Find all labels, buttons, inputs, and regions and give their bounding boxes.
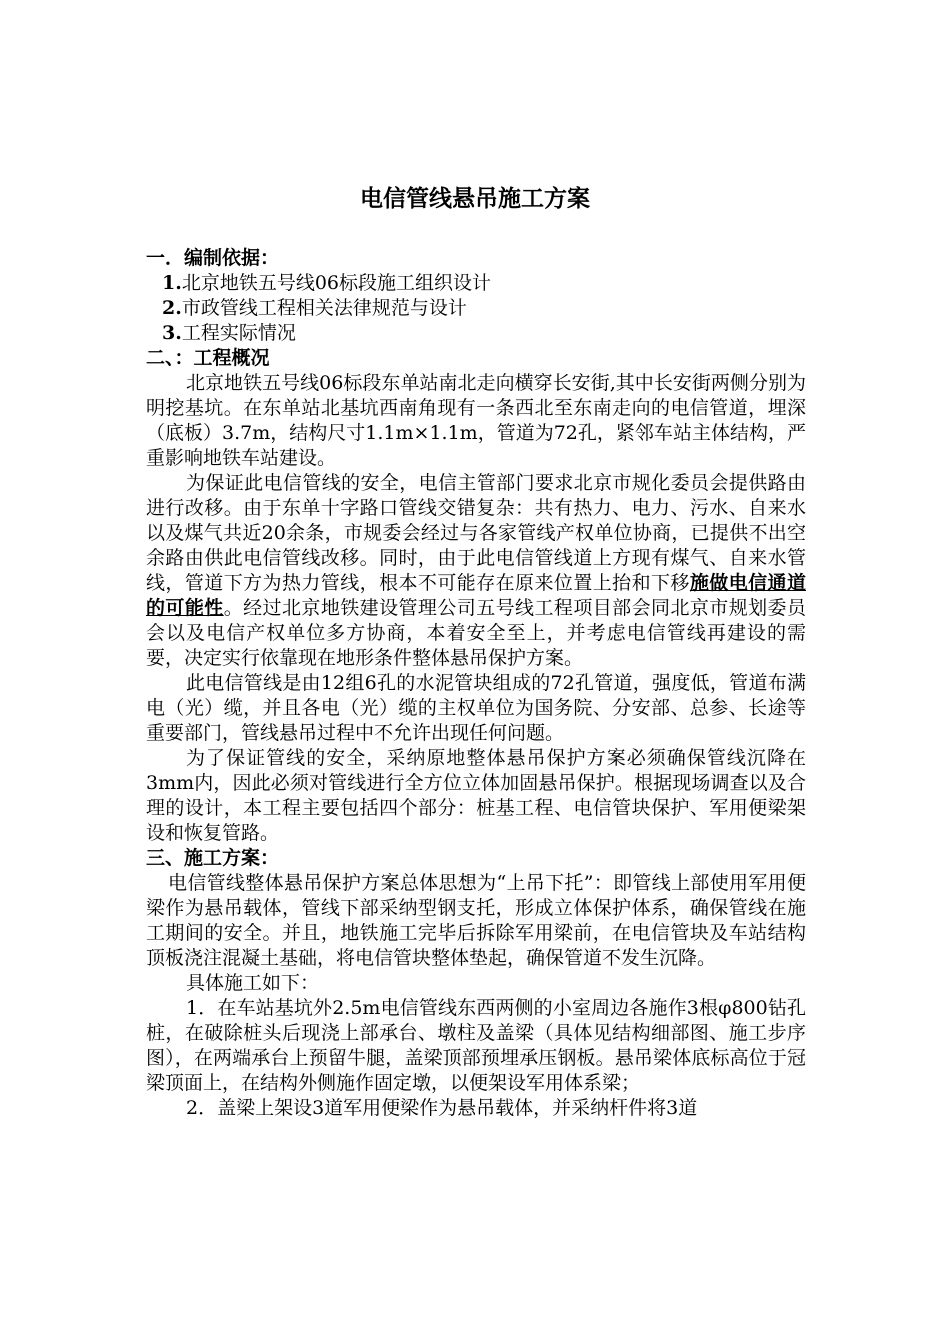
plan-paragraph-2: 具体施工如下： — [186, 972, 320, 994]
overview-paragraph-3: 此电信管线是由12组6孔的水泥管块组成的72孔管道，强度低，管道布满电（光）缆，并且各电（光）缆的主权单位为国务院、分安部、总参、长途等重要部门，管线悬吊过程中不允许出现任何问题。 — [146, 672, 806, 744]
overview-paragraph-1: 北京地铁五号线06标段东单站南北走向横穿长安街,其中长安街两侧分别为明挖基坑。在东单站北基坑西南角现有一条西北至东南走向的电信管道，埋深（底板）3.7m，结构尺寸1.1m×1.1m，管道为72孔，紧邻车站主体结构，严重影响地铁车站建设。 — [146, 372, 806, 469]
plan-paragraph-1: 电信管线整体悬吊保护方案总体思想为“上吊下托”：即管线上部使用军用便梁作为悬吊载体，管线下部采纳型钢支托，形成立体保护体系，确保管线在施工期间的安全。并且，地铁施工完毕后拆除军用梁前，在电信管块及车站结构顶板浇注混凝土基础，将电信管块整体垫起，确保管道不发生沉降。 — [146, 872, 806, 969]
document-title: 电信管线悬吊施工方案 — [360, 186, 590, 212]
basis-item-3 — [146, 321, 806, 346]
basis-item-text: 工程实际情况 — [181, 322, 296, 344]
basis-item-1 — [146, 271, 806, 296]
overview-paragraph-2-start: 为保证此电信管线的安全，电信主管部门要求北京市规化委员会提供路由进行改移。由于东单十字路口管线交错复杂：共有热力、电力、污水、自来水以及煤气共近20余条，市规委会经过与各家管线产权单位协商，已提供不出空余路由供此电信管线改移。同时，由于此电信管线道上方现有煤气、自来水管线，管道下方为热力管线，根本不可能存在原来位置上抬和下移 — [146, 472, 806, 594]
overview-paragraph-4: 为了保证管线的安全，采纳原地整体悬吊保护方案必须确保管线沉降在3mm内，因此必须对管线进行全方位立体加固悬吊保护。根据现场调查以及合理的设计，本工程主要包括四个部分：桩基工程、电信管块保护、军用便梁架设和恢复管路。 — [146, 747, 806, 844]
section-heading-basis: 一．编制依据： — [146, 247, 280, 269]
document-body — [146, 246, 806, 1121]
basis-item-number: 2. — [162, 297, 182, 319]
overview-paragraph-2-end: 。经过北京地铁建设管理公司五号线工程项目部会同北京市规划委员会以及电信产权单位多方协商，本着安全至上，并考虑电信管线再建设的需要，决定实行依靠现在地形条件整体悬吊保护方案。 — [146, 597, 806, 669]
plan-paragraph-4: 2．盖梁上架设3道军用便梁作为悬吊载体，并采纳杆件将3道 — [186, 1097, 698, 1119]
overview-paragraph-2 — [146, 471, 806, 671]
plan-paragraph-3: 1．在车站基坑外2.5m电信管线东西两侧的小室周边各施作3根φ800钻孔桩，在破除桩头后现浇上部承台、墩柱及盖梁（具体见结构细部图、施工步序图），在两端承台上预留牛腿，盖梁顶部预埋承压钢板。悬吊梁体底标高位于冠梁顶面上，在结构外侧施作固定墩，以便架设军用体系梁； — [146, 997, 806, 1094]
section-heading-overview: 二、：工程概况 — [146, 347, 270, 369]
basis-item-number: 1. — [162, 272, 182, 294]
basis-item-text: 北京地铁五号线06标段施工组织设计 — [181, 272, 492, 294]
underlined-phrase: 施做电信通道的可能性 — [146, 572, 806, 619]
basis-item-2 — [146, 296, 806, 321]
section-heading-plan: 三、施工方案： — [146, 847, 280, 869]
basis-item-number: 3. — [162, 322, 182, 344]
basis-item-text: 市政管线工程相关法律规范与设计 — [181, 297, 467, 319]
